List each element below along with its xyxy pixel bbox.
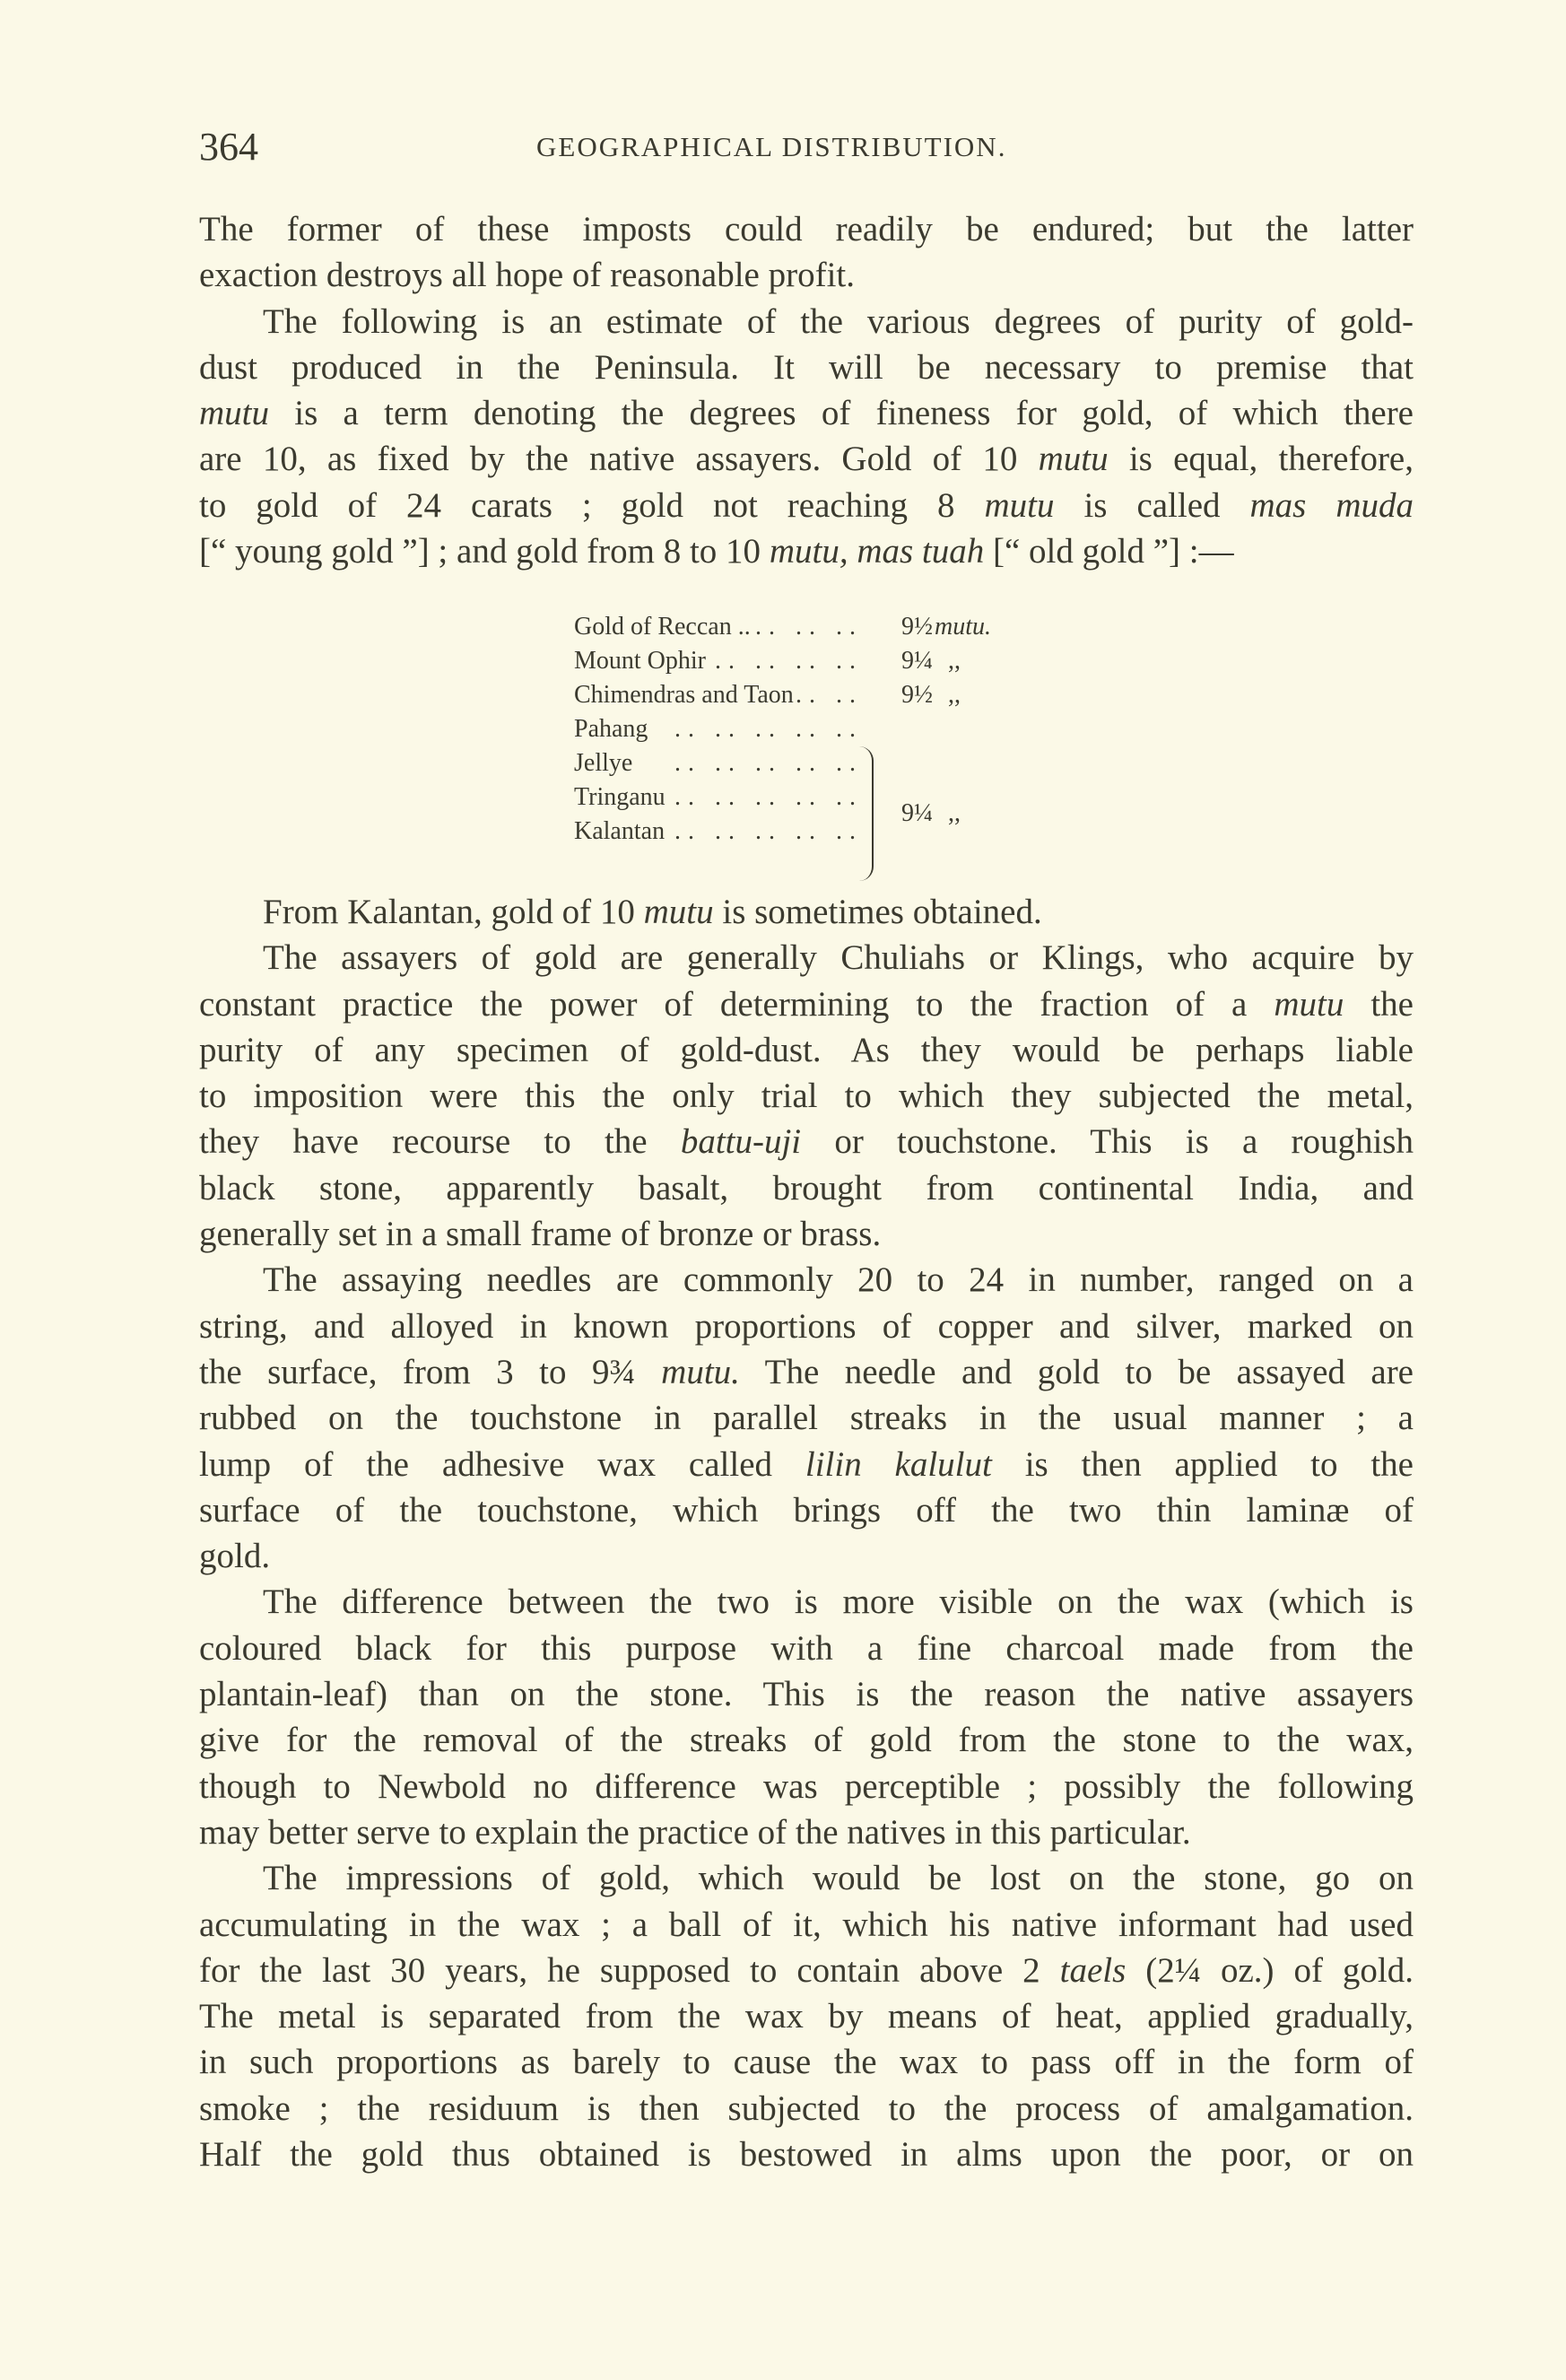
text-line: [199, 1349, 1414, 1395]
table-row: [574, 644, 1202, 678]
text-run: is sometimes obtained.: [713, 893, 1042, 931]
text-run: smoke ; the residuum is then subjected to the process of amalgamation.: [199, 2088, 1414, 2128]
text-run: lump of the adhesive wax called: [199, 1444, 805, 1484]
text-run: The former of these imposts could readily be endured; but the latter: [199, 210, 1414, 248]
text-run: gold.: [199, 1537, 271, 1576]
text-run: to imposition were this the only trial to which they subjected the metal,: [199, 1077, 1414, 1116]
body-text-main: [199, 889, 1414, 2177]
text-run: The assayers of gold are generally Chuliahs or Klings, who acquire by: [263, 938, 1414, 978]
text-line: [199, 1073, 1414, 1119]
text-run: in such proportions as barely to cause the wax to pass off in the form of: [199, 2043, 1414, 2082]
text-run: [“ old gold ”] :—: [984, 532, 1234, 571]
text-run: Half the gold thus obtained is bestowed in alms upon the poor, or on: [199, 2135, 1414, 2175]
text-run: plantain-leaf) than on the stone. This is the reason the native assayers: [199, 1675, 1414, 1714]
text-run: The assaying needles are commonly 20 to 24 in number, ranged on a: [263, 1260, 1414, 1300]
text-run: The metal is separated from the wax by means of heat, applied gradually,: [199, 1997, 1414, 2036]
page-header: [0, 124, 1566, 169]
text-run: the surface, from 3 to 9¾: [199, 1352, 662, 1391]
text-run: are 10, as fixed by the native assayers. Gold of 10: [199, 440, 1039, 479]
text-run: string, and alloyed in known proportions of copper and silver, marked on: [199, 1306, 1414, 1346]
text-line: [199, 252, 1414, 298]
italic-term: lilin kalulut: [805, 1444, 992, 1484]
location-name: Tringanu: [574, 783, 666, 811]
text-line: [199, 1948, 1414, 1993]
text-run: (2¼ oz.) of gold.: [1126, 1950, 1414, 1990]
text-run: may better serve to explain the practice of the natives in this particular.: [199, 1812, 1191, 1852]
text-run: purity of any specimen of gold-dust. As they would be perhaps liable: [199, 1030, 1414, 1069]
table-row: [574, 678, 1202, 712]
text-run: is called: [1054, 485, 1250, 525]
italic-term: mutu.: [661, 1352, 740, 1391]
unit-label: mutu.: [935, 613, 991, 641]
text-line: [199, 1487, 1414, 1533]
text-run: The impressions of gold, which would be lost on the stone, go on: [263, 1859, 1414, 1898]
italic-term: mutu: [1274, 984, 1344, 1024]
text-line: [199, 1855, 1414, 1901]
italic-term: taels: [1059, 1950, 1127, 1990]
table-row: [574, 610, 1202, 644]
table-row: [574, 712, 1202, 746]
text-line: [199, 889, 1414, 935]
purity-value: 9½: [901, 613, 933, 641]
text-line: [199, 1119, 1414, 1164]
location-name: Kalantan: [574, 817, 666, 845]
italic-term: mutu: [984, 485, 1055, 525]
text-line: [199, 935, 1414, 981]
italic-term: mutu: [643, 893, 714, 931]
italic-term: mutu: [199, 394, 269, 433]
table-row: [574, 815, 1202, 849]
italic-term: mas muda: [1249, 485, 1414, 525]
text-line: [199, 528, 1414, 574]
text-run: generally set in a small frame of bronze or brass.: [199, 1215, 882, 1254]
text-line: [199, 1671, 1414, 1717]
table-row: [574, 746, 1202, 780]
text-run: for the last 30 years, he supposed to contain above 2: [199, 1950, 1060, 1990]
text-run: they have recourse to the: [199, 1122, 681, 1162]
leader-dots: .. ..: [796, 681, 863, 709]
text-run: is a term denoting the degrees of fineness for gold, of which there: [269, 394, 1414, 433]
text-run: to gold of 24 carats ; gold not reaching 8: [199, 485, 985, 525]
text-line: [199, 1211, 1414, 1257]
ditto-mark: ,,: [948, 681, 961, 709]
text-line: [199, 1626, 1414, 1671]
location-name: Mount Ophir: [574, 647, 706, 675]
running-title: GEOGRAPHICAL DISTRIBUTION.: [536, 131, 1007, 162]
text-run: black stone, apparently basalt, brought from continental India, and: [199, 1168, 1414, 1207]
purity-value: 9¼: [901, 647, 933, 675]
text-line: [199, 1257, 1414, 1303]
text-line: [199, 2132, 1414, 2177]
purity-table: [574, 610, 1202, 849]
text-run: From Kalantan, gold of 10: [263, 893, 644, 931]
text-line: [199, 1533, 1414, 1579]
leader-dots: .. .. .. .. ..: [674, 817, 863, 845]
text-line: [199, 1442, 1414, 1487]
text-run: The difference between the two is more visible on the wax (which is: [263, 1582, 1414, 1622]
text-run: the: [1344, 984, 1414, 1024]
location-name: Chimendras and Taon: [574, 681, 794, 709]
text-run: give for the removal of the streaks of gold from the stone to the wax,: [199, 1721, 1414, 1760]
table-row: [574, 780, 1202, 815]
text-line: [199, 1993, 1414, 2039]
text-line: [199, 483, 1414, 528]
text-line: [199, 1303, 1414, 1349]
leader-dots: .. .. .. .. ..: [674, 715, 863, 743]
leader-dots: .. .. .. .. ..: [674, 783, 863, 811]
text-line: [199, 2039, 1414, 2085]
text-run: The following is an estimate of the various degrees of purity of gold-: [263, 301, 1414, 341]
text-line: [199, 1027, 1414, 1073]
text-line: [199, 2086, 1414, 2132]
leader-dots: .. .. ..: [755, 613, 863, 641]
text-line: [199, 206, 1414, 252]
text-line: [199, 299, 1414, 344]
location-name: Pahang: [574, 715, 648, 743]
text-line: [199, 1902, 1414, 1948]
text-line: [199, 1165, 1414, 1211]
text-line: [199, 390, 1414, 436]
text-run: surface of the touchstone, which brings off the two thin laminæ of: [199, 1490, 1414, 1530]
location-name: Jellye: [574, 749, 633, 777]
text-run: rubbed on the touchstone in parallel streaks in the usual manner ; a: [199, 1399, 1414, 1438]
italic-term: mutu, mas tuah: [769, 532, 985, 571]
text-run: dust produced in the Peninsula. It will be necessary to premise that: [199, 347, 1414, 387]
text-run: accumulating in the wax ; a ball of it, which his native informant had used: [199, 1905, 1414, 1944]
leader-dots: .. .. .. ..: [715, 647, 863, 675]
page-number: 364: [199, 125, 258, 169]
italic-term: battu-uji: [680, 1122, 802, 1162]
text-run: though to Newbold no difference was perceptible ; possibly the following: [199, 1766, 1414, 1806]
text-line: [199, 1717, 1414, 1763]
purity-value: 9½: [901, 681, 933, 709]
text-run: [“ young gold ”] ; and gold from 8 to 10: [199, 532, 770, 571]
text-line: [199, 1395, 1414, 1441]
location-name: Gold of Reccan ..: [574, 613, 751, 641]
text-run: or touchstone. This is a roughish: [801, 1122, 1414, 1162]
leader-dots: .. .. .. .. ..: [674, 749, 863, 777]
text-line: [199, 1764, 1414, 1809]
text-run: exaction destroys all hope of reasonable profit.: [199, 256, 856, 295]
group-ditto: ,,: [948, 799, 961, 827]
italic-term: mutu: [1038, 440, 1109, 479]
text-run: coloured black for this purpose with a fine charcoal made from the: [199, 1628, 1414, 1668]
text-run: is then applied to the: [991, 1444, 1414, 1484]
ditto-mark: ,,: [948, 647, 961, 675]
text-line: [199, 344, 1414, 390]
text-line: [199, 1579, 1414, 1625]
text-line: [199, 436, 1414, 482]
text-run: constant practice the power of determining to the fraction of a: [199, 984, 1275, 1024]
text-line: [199, 981, 1414, 1027]
body-text-top: [199, 206, 1414, 574]
group-value: 9¼: [901, 799, 933, 827]
text-line: [199, 1809, 1414, 1855]
text-run: The needle and gold to be assayed are: [739, 1352, 1414, 1391]
text-run: is equal, therefore,: [1108, 440, 1414, 479]
